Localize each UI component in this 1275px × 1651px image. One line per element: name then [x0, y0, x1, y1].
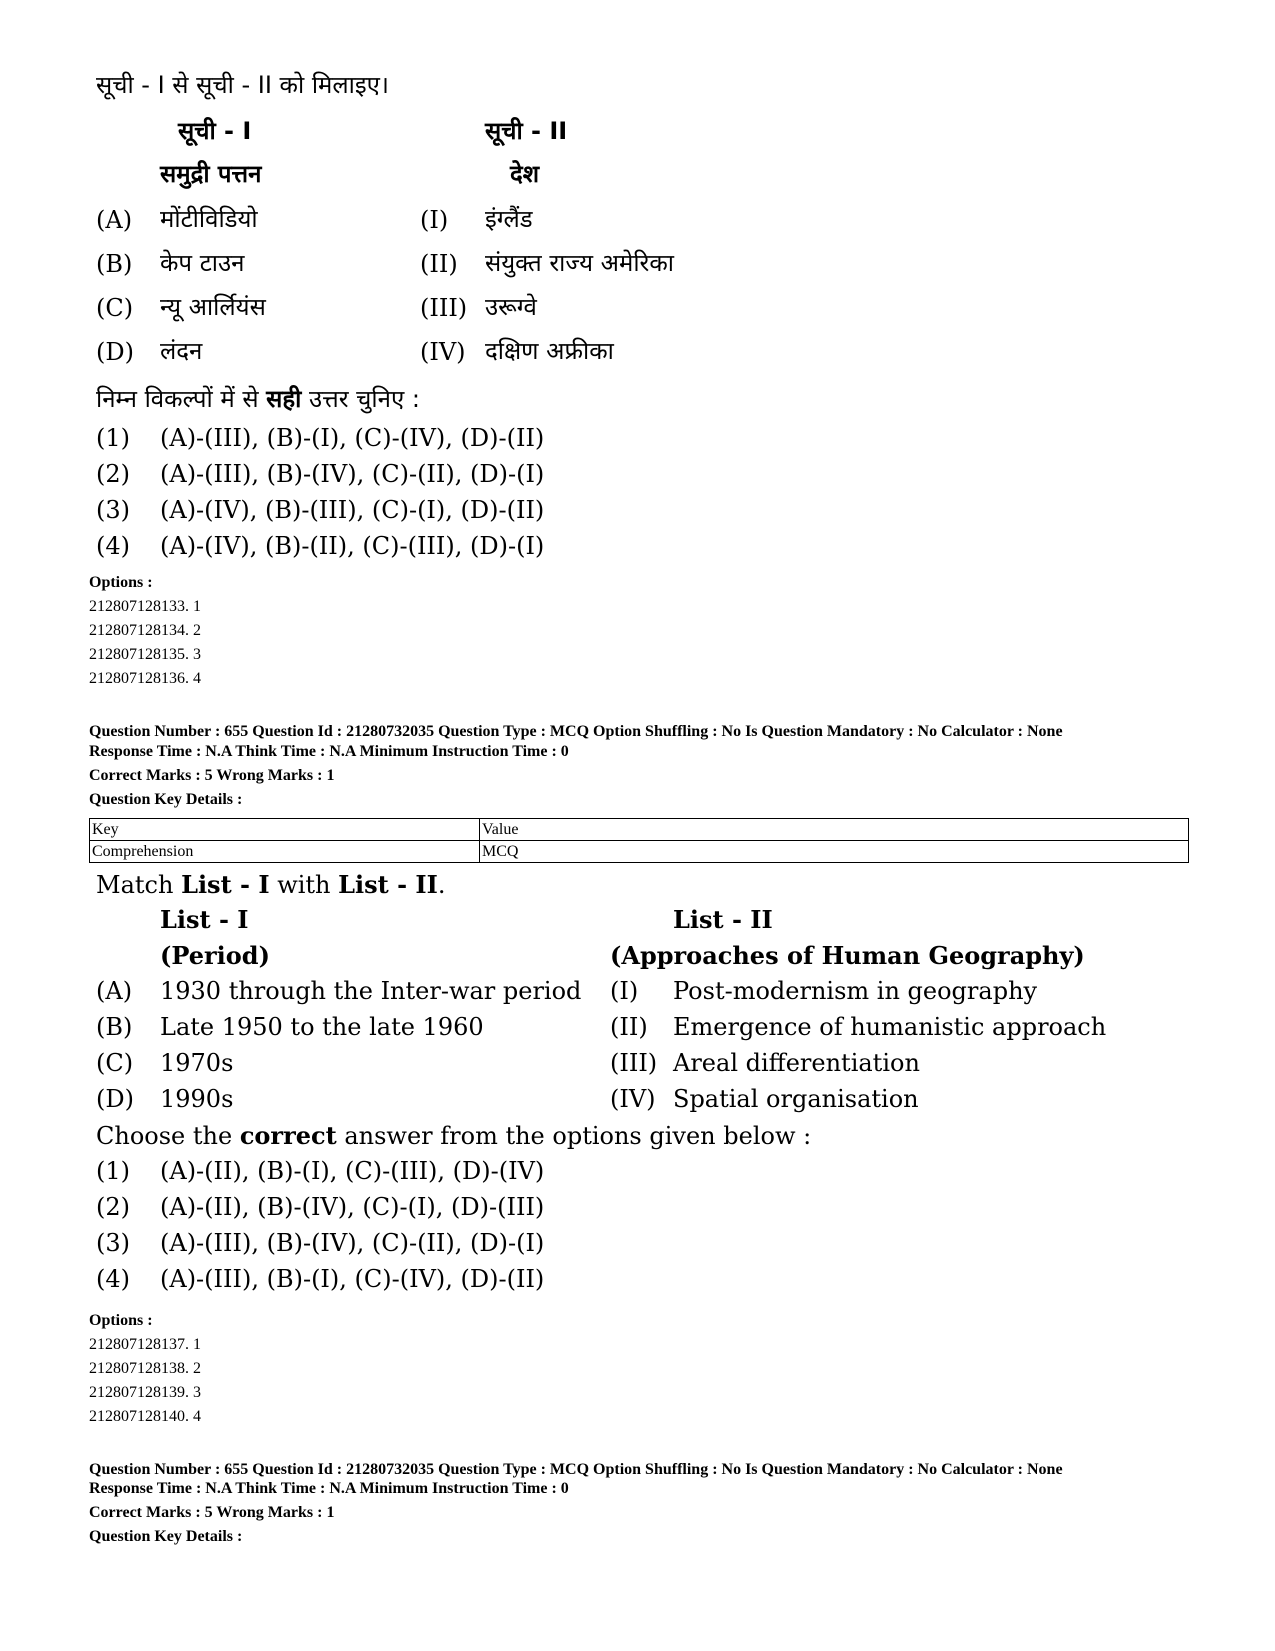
q1-answer-text: (A)-(IV), (B)-(II), (C)-(III), (D)-(I): [160, 532, 545, 560]
q2-pair-text: Emergence of humanistic approach: [673, 1013, 1107, 1041]
q1-answer-num: (1): [96, 424, 130, 452]
table-cell-value: MCQ: [480, 841, 1189, 863]
q2-pair-label: (A): [96, 977, 133, 1005]
q1-pair-label: (IV): [420, 338, 466, 366]
q2-pair-label: (IV): [610, 1085, 656, 1113]
q2-answer-num: (4): [96, 1265, 130, 1293]
question-key-table: [89, 818, 1189, 863]
q1-pair-label: (C): [96, 294, 134, 322]
choose-text: उत्तर चुनिए :: [301, 385, 420, 413]
q2-answer-text: (A)-(II), (B)-(IV), (C)-(I), (D)-(III): [160, 1193, 545, 1221]
q2-pair-text: 1970s: [160, 1049, 234, 1077]
question-marks: Correct Marks : 5 Wrong Marks : 1: [89, 767, 335, 784]
q2-options-label: Options :: [89, 1312, 153, 1329]
q1-instruction: सूची - I से सूची - II को मिलाइए।: [96, 71, 390, 99]
q1-option-id: 212807128136. 4: [89, 670, 201, 687]
table-header-value: Value: [480, 819, 1189, 841]
q1-pair-text: इंग्लैंड: [485, 205, 533, 233]
choose-emphasis: सही: [266, 385, 302, 413]
q1-pair-text: उरूग्वे: [485, 293, 537, 321]
table-header-key: Key: [90, 819, 480, 841]
q1-pair-label: (A): [96, 206, 133, 234]
q2-option-id: 212807128139. 3: [89, 1384, 201, 1401]
q2-pair-text: 1990s: [160, 1085, 234, 1113]
instruction-text: with: [269, 871, 339, 899]
q1-answer-text: (A)-(IV), (B)-(III), (C)-(I), (D)-(II): [160, 496, 545, 524]
q2-answer-num: (3): [96, 1229, 130, 1257]
q1-options-label: Options :: [89, 574, 153, 591]
table-row: [90, 819, 1189, 841]
q1-pair-text: न्यू आर्लियंस: [160, 293, 266, 321]
q2-answer-text: (A)-(II), (B)-(I), (C)-(III), (D)-(IV): [160, 1157, 545, 1185]
q2-pair-text: 1930 through the Inter-war period: [160, 977, 582, 1005]
question-meta-line: Response Time : N.A Think Time : N.A Minimum Instruction Time : 0: [89, 1480, 569, 1497]
q1-pair-text: दक्षिण अफ्रीका: [485, 337, 614, 365]
q2-list1-header: List - I: [160, 905, 249, 934]
q1-pair-label: (D): [96, 338, 134, 366]
q1-answer-num: (3): [96, 496, 130, 524]
question-meta-line: Question Number : 655 Question Id : 21280732035 Question Type : MCQ Option Shuffling : No Is Question Mandatory : No Calculator : None: [89, 1461, 1063, 1478]
choose-text: निम्न विकल्पों में से: [96, 385, 267, 413]
q1-pair-text: लंदन: [160, 337, 203, 365]
q1-answer-num: (2): [96, 460, 130, 488]
question-marks: Correct Marks : 5 Wrong Marks : 1: [89, 1504, 335, 1521]
instruction-text: .: [437, 871, 446, 899]
q2-choose-instruction: [96, 1121, 811, 1150]
instruction-emphasis: List - II: [338, 870, 438, 899]
q2-option-id: 212807128138. 2: [89, 1360, 201, 1377]
question-meta-line: Response Time : N.A Think Time : N.A Minimum Instruction Time : 0: [89, 743, 569, 760]
q2-option-id: 212807128140. 4: [89, 1408, 201, 1425]
table-cell-key: Comprehension: [90, 841, 480, 863]
q1-pair-text: मोंटीविडियो: [160, 205, 258, 233]
q2-pair-text: Areal differentiation: [673, 1049, 920, 1077]
q2-pair-text: Post-modernism in geography: [673, 977, 1038, 1005]
question-meta-line: Question Number : 655 Question Id : 21280732035 Question Type : MCQ Option Shuffling : No Is Question Mandatory : No Calculator : None: [89, 723, 1063, 740]
table-row: [90, 841, 1189, 863]
q1-pair-label: (III): [420, 294, 468, 322]
q2-pair-text: Spatial organisation: [673, 1085, 919, 1113]
q2-answer-num: (1): [96, 1157, 130, 1185]
q1-list1-sub: समुद्री पत्तन: [160, 160, 262, 188]
q1-list1-header: सूची - I: [178, 117, 252, 145]
q1-option-id: 212807128133. 1: [89, 598, 201, 615]
q1-pair-label: (B): [96, 250, 133, 278]
q2-instruction: [96, 870, 446, 899]
choose-text: Choose the: [96, 1122, 240, 1150]
q1-pair-text: संयुक्त राज्य अमेरिका: [485, 249, 674, 277]
q2-answer-num: (2): [96, 1193, 130, 1221]
q2-option-id: 212807128137. 1: [89, 1336, 201, 1353]
q1-list2-sub: देश: [510, 160, 540, 188]
q1-answer-num: (4): [96, 532, 130, 560]
q1-list2-header: सूची - II: [485, 117, 568, 145]
q1-option-id: 212807128135. 3: [89, 646, 201, 663]
q2-pair-label: (B): [96, 1013, 133, 1041]
q2-pair-text: Late 1950 to the late 1960: [160, 1013, 484, 1041]
choose-emphasis: correct: [239, 1121, 337, 1150]
q2-answer-text: (A)-(III), (B)-(IV), (C)-(II), (D)-(I): [160, 1229, 545, 1257]
q1-option-id: 212807128134. 2: [89, 622, 201, 639]
q2-answer-text: (A)-(III), (B)-(I), (C)-(IV), (D)-(II): [160, 1265, 545, 1293]
q1-answer-text: (A)-(III), (B)-(I), (C)-(IV), (D)-(II): [160, 424, 545, 452]
question-key-details-label: Question Key Details :: [89, 1528, 243, 1545]
q1-pair-label: (II): [420, 250, 458, 278]
question-key-details-label: Question Key Details :: [89, 791, 243, 808]
q1-answer-text: (A)-(III), (B)-(IV), (C)-(II), (D)-(I): [160, 460, 545, 488]
instruction-emphasis: List - I: [181, 870, 270, 899]
q1-pair-label: (I): [420, 206, 449, 234]
q2-pair-label: (D): [96, 1085, 134, 1113]
q2-pair-label: (II): [610, 1013, 648, 1041]
q2-list2-header: List - II: [673, 905, 773, 934]
instruction-text: Match: [96, 871, 182, 899]
q2-list2-sub: (Approaches of Human Geography): [610, 941, 1085, 970]
choose-text: answer from the options given below :: [336, 1122, 812, 1150]
q2-pair-label: (C): [96, 1049, 134, 1077]
q1-pair-text: केप टाउन: [160, 249, 245, 277]
q1-choose-instruction: [96, 382, 420, 415]
q2-pair-label: (I): [610, 977, 639, 1005]
q2-pair-label: (III): [610, 1049, 658, 1077]
q2-list1-sub: (Period): [160, 941, 270, 970]
